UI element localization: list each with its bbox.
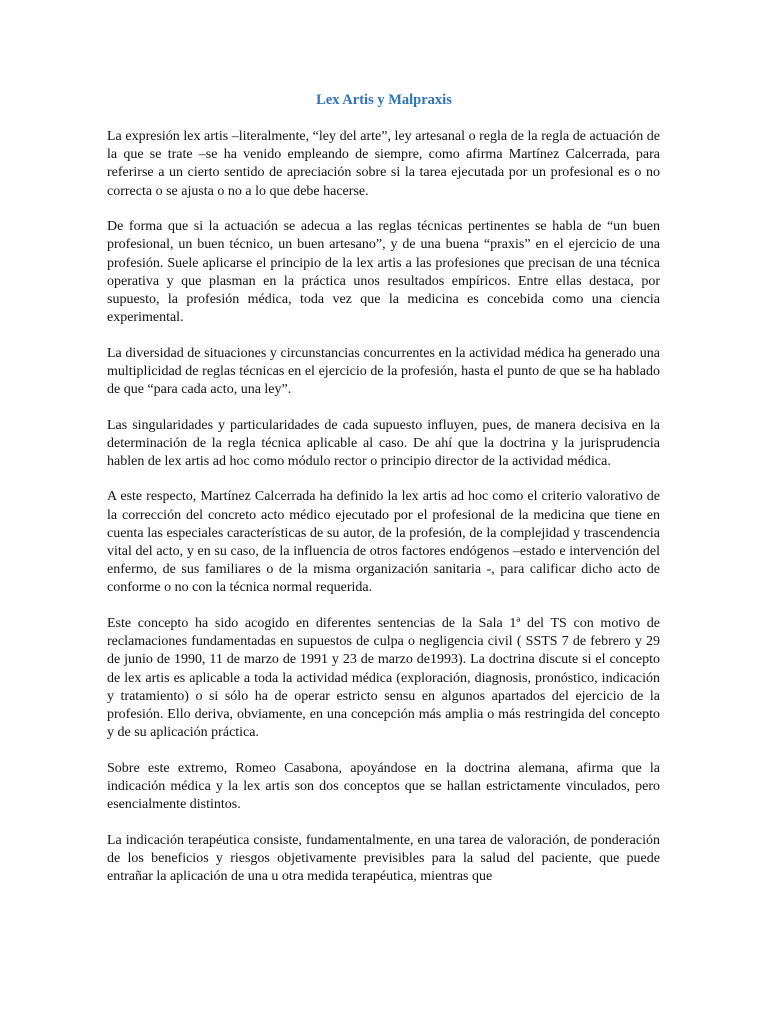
document-title: Lex Artis y Malpraxis <box>316 92 452 108</box>
paragraph-5: A este respecto, Martínez Calcerrada ha definido la lex artis ad hoc como el criterio valorativo de la corrección del concreto acto médico ejecutado por el profesional de la medicina que tiene en cuenta las especiales características de su autor, de la profesión, de la complejidad y trascendencia vital del acto, y en su caso, de la influencia de otros factores endógenos –estado e intervención del enfermo, de sus familiares o de la misma organización sanitaria -, para calificar dicho acto de conforme o no con la técnica normal requerida. <box>107 489 660 596</box>
paragraph-3: La diversidad de situaciones y circunstancias concurrentes en la actividad médica ha generado una multiplicidad de reglas técnicas en el ejercicio de la profesión, hasta el punto de que se ha hablado de que “para cada acto, una ley”. <box>107 345 660 398</box>
paragraph-4: Las singularidades y particularidades de cada supuesto influyen, pues, de manera decisiva en la determinación de la regla técnica aplicable al caso. De ahí que la doctrina y la jurisprudencia hablen de lex artis ad hoc como módulo rector o principio director de la actividad médica. <box>107 417 660 469</box>
paragraph-2: De forma que si la actuación se adecua a las reglas técnicas pertinentes se habla de “un buen profesional, un buen técnico, un buen artesano”, y de una buena “praxis” en el ejercicio de una profesión. Suele aplicarse el principio de la lex artis a las profesiones que precisan de una técnica operativa y que plasman en la práctica unos resultados empíricos. Entre ellas destaca, por supuesto, la profesión médica, toda vez que la medicina es concebida como una ciencia experimental. <box>107 219 660 326</box>
document-body <box>107 128 660 903</box>
paragraph-1: La expresión lex artis –literalmente, “ley del arte”, ley artesanal o regla de la regla de actuación de la que se trate –se ha venido empleando de siempre, como afirma Martínez Calcerrada, para referirse a un cierto sentido de apreciación sobre si la tarea ejecutada por un profesional es o no correcta o se ajusta o no a lo que debe hacerse. <box>107 129 660 199</box>
paragraph-7: Sobre este extremo, Romeo Casabona, apoyándose en la doctrina alemana, afirma que la indicación médica y la lex artis son dos conceptos que se hallan estrictamente vinculados, pero esencialmente distintos. <box>107 760 660 813</box>
paragraph-6: Este concepto ha sido acogido en diferentes sentencias de la Sala 1ª del TS con motivo de reclamaciones fundamentadas en supuestos de culpa o negligencia civil ( SSTS 7 de febrero y 29 de junio de 1990, 11 de marzo de 1991 y 23 de marzo de1993). La doctrina discute si el concepto de lex artis es aplicable a toda la actividad médica (exploración, diagnosis, pronóstico, indicación y tratamiento) o si sólo ha de operar estricto sensu en algunos apartados del ejercicio de la profesión. Ello deriva, obviamente, en una concepción más amplia o más restringida del concepto y de su aplicación práctica. <box>107 615 660 741</box>
paragraph-8: La indicación terapéutica consiste, fundamentalmente, en una tarea de valoración, de ponderación de los beneficios y riesgos objetivamente previsibles para la salud del paciente, que puede entrañar la aplicación de una u otra medida terapéutica, mientras que <box>107 832 660 884</box>
